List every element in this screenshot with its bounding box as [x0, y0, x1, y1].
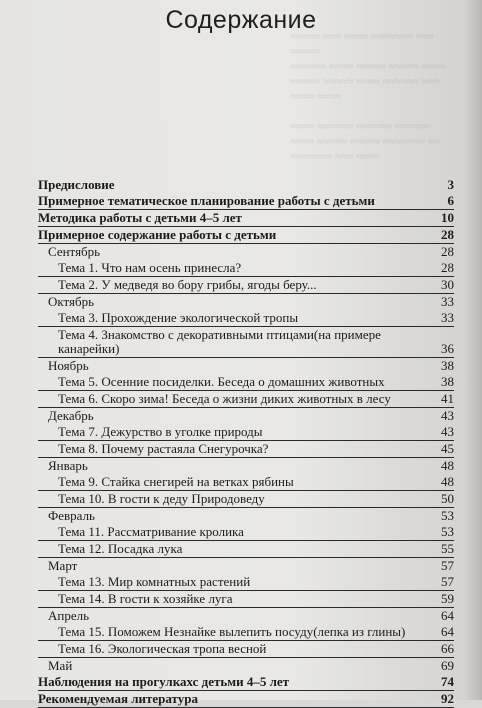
toc-entry-title: Тема 8. Почему растаяла Снегурочка?: [58, 441, 269, 456]
toc-entry: [38, 408, 454, 424]
bleed-through-text: ≈≈≈≈≈ ≈≈≈ ≈≈≈≈ ≈≈≈≈≈≈≈ ≈≈≈ ≈≈≈≈≈ ≈≈≈≈≈≈ ≈≈≈≈ ≈≈≈≈≈ ≈≈≈≈≈ ≈≈≈≈ ≈≈≈≈≈ ≈≈≈≈≈ ≈≈≈≈ ≈≈≈≈≈≈ ≈≈≈ ≈≈≈≈ ≈≈≈≈ ≈≈≈≈ ≈≈≈≈≈≈ ≈≈≈≈≈≈ ≈≈≈≈≈≈ ≈≈≈≈ ≈≈≈≈≈ ≈≈≈≈≈ ≈≈≈≈≈≈≈ ≈≈ ≈≈≈≈≈≈≈ ≈≈≈ ≈≈≈≈: [290, 31, 446, 163]
toc-entry-page: 69: [441, 658, 454, 673]
toc-entry-title: Октябрь: [48, 294, 95, 309]
toc-entry-page: 53: [441, 508, 454, 523]
toc-entry-page: 74: [441, 674, 454, 689]
toc-entry-title: Ноябрь: [48, 358, 89, 373]
toc-entry-page: 38: [441, 374, 454, 389]
toc-entry-page: 59: [441, 591, 454, 606]
toc-entry-title: Примерное содержание работы с детьми: [38, 227, 277, 242]
toc-entry: [38, 624, 454, 641]
toc-entry: [38, 227, 454, 244]
toc-entry-title: Наблюдения на прогулкахс детьми 4–5 лет: [38, 674, 290, 689]
toc-entry: [38, 441, 454, 458]
toc-entry: [38, 310, 454, 327]
toc-entry-page: 30: [441, 277, 454, 292]
toc-entry-page: 33: [441, 294, 454, 309]
toc-entry-title: Тема 3. Прохождение экологической тропы: [58, 310, 299, 325]
toc-entry-page: 53: [441, 524, 454, 539]
toc-entry-page: 6: [447, 193, 454, 208]
toc-entry-title: Январь: [48, 458, 88, 473]
toc-entry: [38, 658, 454, 674]
toc-entry-title: Тема 15. Поможем Незнайке вылепить посуду(лепка из глины): [58, 624, 406, 639]
toc-entry: [38, 327, 454, 358]
toc-entry-title: Март: [48, 558, 78, 573]
toc-entry-title: Февраль: [48, 508, 95, 523]
toc-entry-title: Тема 2. У медведя во бору грибы, ягоды беру...: [58, 277, 317, 292]
toc-entry-title: Тема 7. Дежурство в уголке природы: [58, 424, 263, 439]
toc-entry-title: Тема 5. Осенние посиделки. Беседа о домашних животных: [58, 374, 385, 389]
toc-entry-page: 64: [441, 624, 454, 639]
toc-entry-title: Рекомендуемая литература: [38, 691, 198, 706]
toc-entry-title: Тема 9. Стайка снегирей на ветках рябины: [58, 474, 294, 489]
toc-entry: [38, 558, 454, 574]
toc-entry-title: Май: [48, 658, 73, 673]
toc-entry-title: Тема 16. Экологическая тропа весной: [58, 641, 267, 656]
toc-entry-page: 57: [441, 574, 454, 589]
toc-entry-title: Тема 1. Что нам осень принесла?: [58, 260, 242, 275]
toc-entry-page: 57: [441, 558, 454, 573]
toc-entry-page: 28: [441, 227, 454, 242]
toc-entry: [38, 177, 454, 193]
toc-entry: [38, 391, 454, 408]
toc-entry: [38, 474, 454, 491]
toc-entry-title: Тема 13. Мир комнатных растений: [58, 574, 251, 589]
toc-entry-page: 28: [441, 244, 454, 259]
toc-entry-title: Апрель: [48, 608, 90, 623]
toc-entry: [38, 260, 454, 277]
toc-entry-page: 33: [441, 310, 454, 325]
toc-entry-title: Сентябрь: [48, 244, 101, 259]
toc-entry-page: 43: [441, 424, 454, 439]
toc-entry-page: 55: [441, 541, 454, 556]
toc-entry-page: 3: [447, 177, 454, 192]
toc-entry-title: Тема 14. В гости к хозяйке луга: [58, 591, 233, 606]
toc-entry: [38, 491, 454, 508]
toc-entry: [38, 574, 454, 591]
toc-entry-page: 43: [441, 408, 454, 423]
toc-entry-page: 38: [441, 358, 454, 373]
toc-entry: [38, 541, 454, 558]
toc-entry: [38, 608, 454, 624]
toc-entry-page: 48: [441, 474, 454, 489]
toc-entry: [38, 591, 454, 608]
toc-entry-page: 64: [441, 608, 454, 623]
toc-entry: [38, 524, 454, 541]
toc-entry-title: Тема 4. Знакомство с декоративными птицами(на примере канарейки): [58, 327, 381, 356]
toc-entry-title: Тема 11. Рассматривание кролика: [58, 524, 244, 539]
toc-entry-title: Методика работы с детьми 4–5 лет: [38, 210, 242, 225]
toc-entry: [38, 244, 454, 260]
toc-entry: [38, 210, 454, 227]
toc-entry-page: 48: [441, 458, 454, 473]
toc-entry: [38, 277, 454, 294]
toc-entry: [38, 294, 454, 310]
toc-entry-title: Тема 12. Посадка лука: [58, 541, 183, 556]
toc-entry-title: Тема 10. В гости к деду Природоведу: [58, 491, 265, 506]
toc-entry: [38, 641, 454, 658]
toc-entry: [38, 193, 454, 210]
toc-entry-page: 66: [441, 641, 454, 656]
page-title: Содержание: [165, 6, 317, 34]
toc-entry: [38, 374, 454, 391]
toc-entry: [38, 508, 454, 524]
toc-entry-page: 28: [441, 260, 454, 275]
page-edge-shadow: [464, 0, 482, 700]
toc-entry-page: 45: [441, 441, 454, 456]
toc-entry-page: 41: [441, 391, 454, 406]
table-of-contents: [38, 177, 454, 708]
toc-entry-title: Декабрь: [48, 408, 94, 423]
toc-entry: [38, 424, 454, 441]
toc-entry-page: 50: [441, 491, 454, 506]
toc-entry-title: Тема 6. Скоро зима! Беседа о жизни диких животных в лесу: [58, 391, 391, 406]
toc-entry-page: 92: [441, 691, 454, 706]
toc-entry: [38, 674, 454, 691]
toc-entry-page: 36: [441, 341, 454, 356]
toc-entry-page: 10: [441, 210, 454, 225]
toc-entry: [38, 458, 454, 474]
toc-entry-title: Предисловие: [38, 177, 115, 192]
toc-entry: [38, 358, 454, 374]
toc-entry-title: Примерное тематическое планирование работы с детьми: [38, 193, 375, 208]
